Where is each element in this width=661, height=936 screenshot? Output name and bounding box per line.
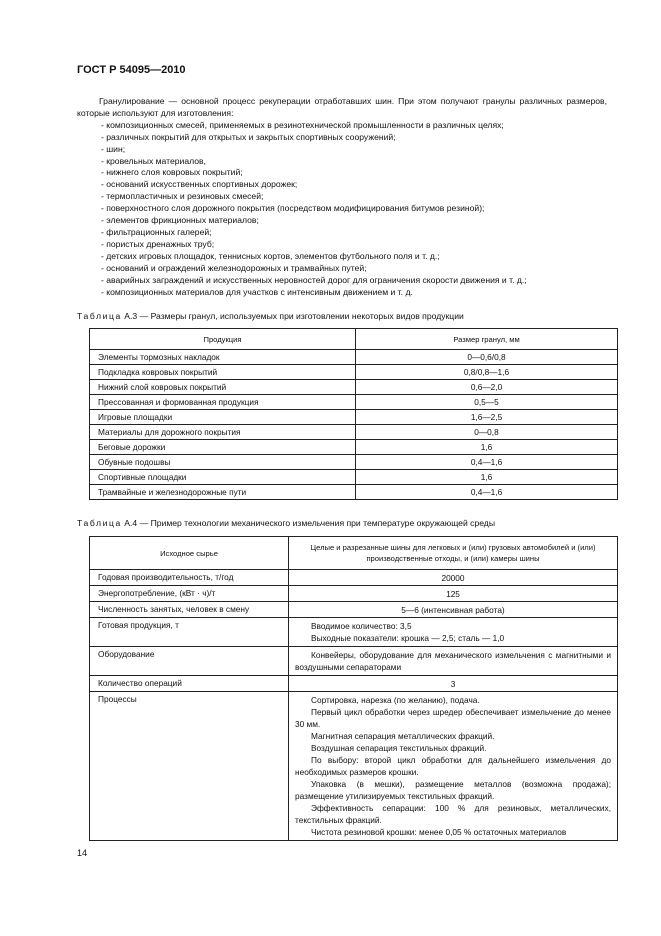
table-cell: 3 [289,676,618,692]
table-row [90,586,618,602]
table-a4 [89,536,618,841]
table-cell: Процессы [90,692,289,841]
table-row [90,440,618,455]
table-cell: 0,6—2,0 [356,380,618,395]
table-cell: Обувные подошвы [90,455,356,470]
table-cell: 0,4—1,6 [356,455,618,470]
table-row [90,470,618,485]
cell-line: Вводимое количество: 3,5 [311,621,412,631]
process-line: Сортировка, нарезка (по желанию), подача. [311,695,480,705]
table-cell [289,618,618,647]
table-row [90,485,618,500]
column-header: Исходное сырье [90,537,289,570]
list-item: - композиционных смесей, применяемых в резинотехнической промышленности в различных целях; [101,119,504,130]
table-row [90,647,618,676]
table-cell: Годовая производительность, т/год [90,570,289,586]
intro-paragraph: Гранулирование — основной процесс рекуперации отработавших шин. При этом получают гранулы различных размеров, которые используют для изготовления: [77,96,607,118]
caption-label: Таблица [77,311,122,321]
table-row [90,570,618,586]
table-cell: Трамвайные и железнодорожные пути [90,485,356,500]
table-a3-caption [77,311,464,321]
caption-text: А.4 — Пример технологии механического измельчения при температуре окружающей среды [124,518,496,528]
table-cell: Численность занятых, человек в смену [90,602,289,618]
table-cell: 0,4—1,6 [356,485,618,500]
table-cell: Подкладка ковровых покрытий [90,365,356,380]
table-cell [289,692,618,841]
list-item: - различных покрытий для открытых и закрытых спортивных сооружений; [101,131,396,142]
table-cell: Энергопотребление, (кВт · ч)/т [90,586,289,602]
list-item: - пористых дренажных труб; [101,238,215,249]
table-cell: 0—0,8 [356,425,618,440]
table-cell: Готовая продукция, т [90,618,289,647]
intro-section [77,96,607,298]
process-line: Эффективность сепарации: 100 % для резиновых, металлических, текстильных фракций. [295,803,611,825]
table-row [90,380,618,395]
column-header: Целые и разрезанные шины для легковых и (или) грузовых автомобилей и (или) производственные отходы, и (или) камеры шины [289,537,618,570]
table-cell: Прессованная и формованная продукция [90,395,356,410]
table-row [90,618,618,647]
list-item: - термопластичных и резиновых смесей; [101,191,264,202]
table-header-row [90,537,618,570]
list-item: - элементов фрикционных материалов; [101,215,259,226]
table-row [90,350,618,365]
list-item: - оснований и ограждений железнодорожных и трамвайных путей; [101,262,367,273]
table-a3 [89,328,618,500]
table-cell: Игровые площадки [90,410,356,425]
table-cell: Оборудование [90,647,289,676]
list-item: - детских игровых площадок, теннисных кортов, элементов футбольного поля и т. д.; [101,250,440,261]
table-cell: 1,6—2,5 [356,410,618,425]
list-item: - аварийных заграждений и искусственных неровностей дорог для ограничения скорости движения и т. д.; [101,274,527,285]
table-cell: Элементы тормозных накладок [90,350,356,365]
process-line: По выбору: второй цикл обработки для дальнейшего измельчения до необходимых размеров крошки. [295,755,611,777]
list-item: - композиционных материалов для участков с интенсивным движением и т. д. [101,286,413,297]
list-item: - поверхностного слоя дорожного покрытия (посредством модифицирования битумов резиной); [101,203,485,214]
process-line: Первый цикл обработки через шредер обеспечивает измельчение до менее 30 мм. [295,707,611,729]
table-cell: Спортивные площадки [90,470,356,485]
caption-text: А.3 — Размеры гранул, используемых при изготовлении некоторых видов продукции [124,311,464,321]
table-cell: Беговые дорожки [90,440,356,455]
table-row [90,365,618,380]
list-item: - нижнего слоя ковровых покрытий; [101,167,243,178]
page-number: 14 [77,848,88,858]
table-cell: 0—0,6/0,8 [356,350,618,365]
table-cell: Конвейеры, оборудование для механического измельчения с магнитными и воздушными сепараторами [289,647,618,676]
table-header-row [90,329,618,350]
table-row [90,410,618,425]
table-row [90,425,618,440]
table-cell: 1,6 [356,470,618,485]
caption-label: Таблица [77,518,122,528]
list-item: - кровельных материалов, [101,155,206,166]
table-cell: Нижний слой ковровых покрытий [90,380,356,395]
table-cell: 5—6 (интенсивная работа) [289,602,618,618]
table-row [90,676,618,692]
table-row [90,692,618,841]
table-row [90,602,618,618]
table-cell: 0,5—5 [356,395,618,410]
list-item: - оснований искусственных спортивных дорожек; [101,179,298,190]
table-cell: 20000 [289,570,618,586]
document-header: ГОСТ Р 54095—2010 [77,64,186,76]
usage-list [77,120,607,299]
table-cell: 125 [289,586,618,602]
table-row [90,395,618,410]
process-line: Чистота резиновой крошки: менее 0,05 % остаточных материалов [311,827,567,837]
table-cell: 0,8/0,8—1,6 [356,365,618,380]
column-header: Размер гранул, мм [356,329,618,350]
process-line: Магнитная сепарация металлических фракций. [311,731,495,741]
list-item: - фильтрационных галерей; [101,226,212,237]
process-line: Воздушная сепарация текстильных фракций. [311,743,487,753]
table-cell: Количество операций [90,676,289,692]
table-a4-caption [77,518,495,528]
table-cell: 1,6 [356,440,618,455]
table-cell: Материалы для дорожного покрытия [90,425,356,440]
column-header: Продукция [90,329,356,350]
process-line: Упаковка (в мешки), размещение металлов (возможна продажа); размещение утилизируемых текстильных фракций. [295,779,611,801]
table-row [90,455,618,470]
cell-line: Выходные показатели: крошка — 2,5; сталь — 1,0 [311,633,505,643]
list-item: - шин; [101,143,126,154]
